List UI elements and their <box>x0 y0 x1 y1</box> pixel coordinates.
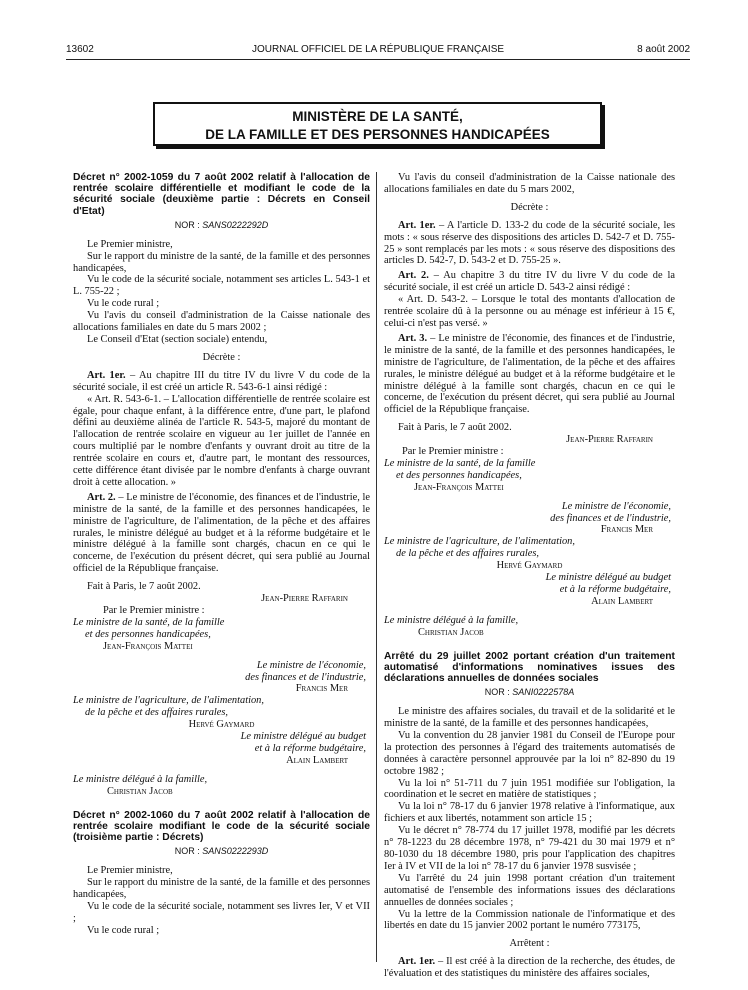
left-column <box>73 172 370 937</box>
decree1-sante-1: Le ministre de la santé, de la famille <box>73 616 225 628</box>
header-rule <box>66 59 690 60</box>
decree1-pm-name: Jean-Pierre Raffarin <box>261 593 348 605</box>
decree2-famille-name: Christian Jacob <box>418 626 484 638</box>
decree1-budget-1: Le ministre délégué au budget <box>240 731 366 743</box>
decree2-p1: Le Premier ministre, <box>87 865 173 877</box>
decree2-art2: Art. 2. – Au chapitre 3 du titre IV du livre V du code de la sécurité sociale, il est créé un article D. 543-2 ainsi rédigé : <box>384 270 675 294</box>
running-header <box>66 44 690 58</box>
decree2-sante-2: et des personnes handicapées, <box>396 469 522 481</box>
decree2-famille-1: Le ministre délégué à la famille, <box>384 614 519 626</box>
decree2-eco-2: des finances et de l'industrie, <box>550 512 671 524</box>
decree2-sante-name: Jean-François Mattei <box>414 481 504 493</box>
decree2-p3: Vu le code de la sécurité sociale, notamment ses livres Ier, V et VII ; <box>73 900 370 924</box>
arrete-p4: Vu la loi n° 78-17 du 6 janvier 1978 relative à l'informatique, aux fichiers et aux libertés, notamment son article 15 ; <box>384 801 675 825</box>
arrete-p7: Vu la lettre de la Commission nationale de l'informatique et des libertés en date du 15 janvier 2002 portant le numéro 773175, <box>384 908 675 932</box>
decree2-budget-2: et à la réforme budgétaire, <box>559 584 671 595</box>
decree2-nor: NOR : SANS0222293D <box>174 846 269 857</box>
decree1-p1: Le Premier ministre, <box>87 238 173 250</box>
decree2-pm-label: Par le Premier ministre : <box>402 446 504 458</box>
decree2-eco-1: Le ministre de l'économie, <box>561 500 671 512</box>
decree2-p2: Sur le rapport du ministre de la santé, de la famille et des personnes handicapées, <box>73 877 370 900</box>
decree2-decrete: Décrète : <box>510 201 549 213</box>
ministry-box <box>153 102 602 146</box>
decree1-done: Fait à Paris, le 7 août 2002. <box>87 581 201 593</box>
decree1-famille-1: Le ministre délégué à la famille, <box>73 773 208 785</box>
decree1-p4: Vu le code rural ; <box>87 298 160 310</box>
decree1-eco-name: Francis Mer <box>295 683 348 695</box>
arrete-arretent: Arrêtent : <box>509 938 550 950</box>
decree2-art1: Art. 1er. – A l'article D. 133-2 du code de la sécurité sociale, les mots : « sous réserve des dispositions des articles D. 542-7 et D. 755-25 » sont remplacés par les mots : « sous réserve des dispositions des articles D. 542-7, D. 543-2 et D. 755-25 ». <box>384 219 675 267</box>
decree1-budget-name: Alain Lambert <box>286 754 348 766</box>
decree2-done: Fait à Paris, le 7 août 2002. <box>398 422 512 434</box>
decree1-art2: Art. 2. – Le ministre de l'économie, des finances et de l'industrie, le ministre de la santé, de la famille et des personnes handicapées, le ministre de l'agriculture, de l'alimentation, de la pêche et des affaires rurales, le ministre délégué au budget et à la réforme budgétaire et le ministre délégué à la famille sont chargés, chacun en ce qui le concerne, de l'exécution du présent décret, qui sera publié au Journal officiel de la République française. <box>73 491 370 575</box>
decree1-p6: Le Conseil d'Etat (section sociale) entendu, <box>87 333 268 345</box>
decree2-p5: Vu l'avis du conseil d'administration de la Caisse nationale des allocations familiales en date du 5 mars 2002, <box>384 172 675 195</box>
arrete-p6: Vu l'arrêté du 24 juin 1998 portant création d'un traitement automatisé de l'ensemble des informations issues des déclarations annuelles de données sociales ; <box>384 872 675 908</box>
decree1-famille-name: Christian Jacob <box>107 785 173 797</box>
decree1-eco-2: des finances et de l'industrie, <box>245 671 366 683</box>
decree2-agri-name: Hervé Gaymard <box>496 560 563 572</box>
decree2-art2-quote: « Art. D. 543-2. – Lorsque le total des montants d'allocation de rentrée scolaire dû à la personne ou au ménage est inférieur à 15 €, celui-ci n'est pas versé. » <box>384 294 675 329</box>
right-column <box>384 172 675 980</box>
arrete-p1: Le ministre des affaires sociales, du travail et de la solidarité et le ministre de la santé, de la famille et des personnes handicapées, <box>384 706 675 730</box>
decree2-agri-1: Le ministre de l'agriculture, de l'alimentation, <box>384 536 575 548</box>
arrete-p5: Vu le décret n° 78-774 du 17 juillet 1978, modifié par les décrets n° 78-1223 du 28 décembre 1978, n° 79-421 du 30 mai 1979 et n° 80-1030 du 18 décembre 1980, pris pour l'application des chapitres Ier à IV et VII de la loi n° 78-17 du 6 janvier 1978 susvisée ; <box>384 825 675 872</box>
decree1-budget-2: et à la réforme budgétaire, <box>254 742 366 754</box>
arrete-title: Arrêté du 29 juillet 2002 portant création d'un traitement automatisé d'informations nominatives issues des déclarations annuelles de données sociales <box>384 650 675 685</box>
decree1-p5: Vu l'avis du conseil d'administration de la Caisse nationale des allocations familiales en date du 5 mars 2002 ; <box>73 310 370 334</box>
decree1-agri-2: de la pêche et des affaires rurales, <box>85 707 229 719</box>
decree1-p3: Vu le code de la sécurité sociale, notamment ses articles L. 543-1 et L. 755-22 ; <box>73 274 370 298</box>
decree1-agri-1: Le ministre de l'agriculture, de l'alimentation, <box>73 695 264 707</box>
decree2-eco-name: Francis Mer <box>600 524 653 536</box>
decree2-budget-1: Le ministre délégué au budget <box>545 572 671 584</box>
decree2-title: Décret n° 2002-1060 du 7 août 2002 relatif à l'allocation de rentrée scolaire modifiant le code de la sécurité sociale (troisième partie : Décrets) <box>73 809 370 843</box>
decree2-pm-name: Jean-Pierre Raffarin <box>566 434 653 446</box>
arrete-p3: Vu la loi n° 51-711 du 7 juin 1951 modifiée sur l'obligation, la coordination et le secret en matière de statistiques ; <box>384 777 675 801</box>
page-number: 13602 <box>66 44 94 55</box>
ministry-line-1: MINISTÈRE DE LA SANTÉ, <box>292 109 463 124</box>
issue-date: 8 août 2002 <box>637 44 690 55</box>
decree1-art1: Art. 1er. – Au chapitre III du titre IV du livre V du code de la sécurité sociale, il est créé un article R. 543-6-1 ainsi rédigé : <box>73 369 370 393</box>
arrete-p2: Vu la convention du 28 janvier 1981 du Conseil de l'Europe pour la protection des personnes à l'égard des traitements automatisés de données à caractère personnel approuvée par la loi n° 82-890 du 19 octobre 1982 ; <box>384 729 675 777</box>
journal-title: JOURNAL OFFICIEL DE LA RÉPUBLIQUE FRANÇAISE <box>251 44 505 55</box>
arrete-nor: NOR : SANI0222578A <box>484 687 575 698</box>
column-divider <box>376 172 377 962</box>
decree1-p2: Sur le rapport du ministre de la santé, de la famille et des personnes handicapées, <box>73 250 370 274</box>
decree1-nor: NOR : SANS0222292D <box>174 219 269 230</box>
decree1-art1-quote: « Art. R. 543-6-1. – L'allocation différentielle de rentrée scolaire est égale, pour chaque enfant, à la différence entre, d'une part, le plafond défini au deuxième alinéa de l'article R. 543-5, majoré du montant de l'allocation de rentrée scolaire en vigueur au 1er juillet de l'année en cours multiplié par le nombre d'enfants y ouvrant droit au titre de la rentrée scolaire en cours et, d'autre part, le montant des ressources, cette différence étant divisée par le nombre d'enfants à charge ouvrant droit à cette allocation. » <box>73 393 370 488</box>
decree1-agri-name: Hervé Gaymard <box>188 719 255 731</box>
decree1-decrete: Décrète : <box>202 351 241 363</box>
decree1-eco-1: Le ministre de l'économie, <box>256 659 366 671</box>
decree2-p4: Vu le code rural ; <box>87 924 160 936</box>
decree2-sante-1: Le ministre de la santé, de la famille <box>384 457 536 469</box>
decree1-title: Décret n° 2002-1059 du 7 août 2002 relatif à l'allocation de rentrée scolaire différentielle et modifiant le code de la sécurité sociale (deuxième partie : Décrets en Conseil d'Etat) <box>73 172 370 217</box>
decree1-pm-label: Par le Premier ministre : <box>103 605 205 616</box>
ministry-line-2: DE LA FAMILLE ET DES PERSONNES HANDICAPÉES <box>205 127 550 142</box>
decree1-sante-name: Jean-François Mattei <box>103 640 193 652</box>
decree2-agri-2: de la pêche et des affaires rurales, <box>396 548 540 560</box>
arrete-art1: Art. 1er. – Il est créé à la direction de la recherche, des études, de l'évaluation et des statistiques du ministère des affaires sociales, <box>384 956 676 980</box>
decree2-art3: Art. 3. – Le ministre de l'économie, des finances et de l'industrie, le ministre de la santé, de la famille et des personnes handicapées, le ministre de l'agriculture, de l'alimentation, de la pêche et des affaires rurales, le ministre délégué au budget et à la réforme budgétaire et le ministre délégué à la famille sont chargés, chacun en ce qui le concerne, de l'exécution du présent décret, qui sera publié au Journal officiel de la République française. <box>384 332 675 416</box>
decree2-budget-name: Alain Lambert <box>591 595 653 607</box>
decree1-sante-2: et des personnes handicapées, <box>85 628 211 640</box>
